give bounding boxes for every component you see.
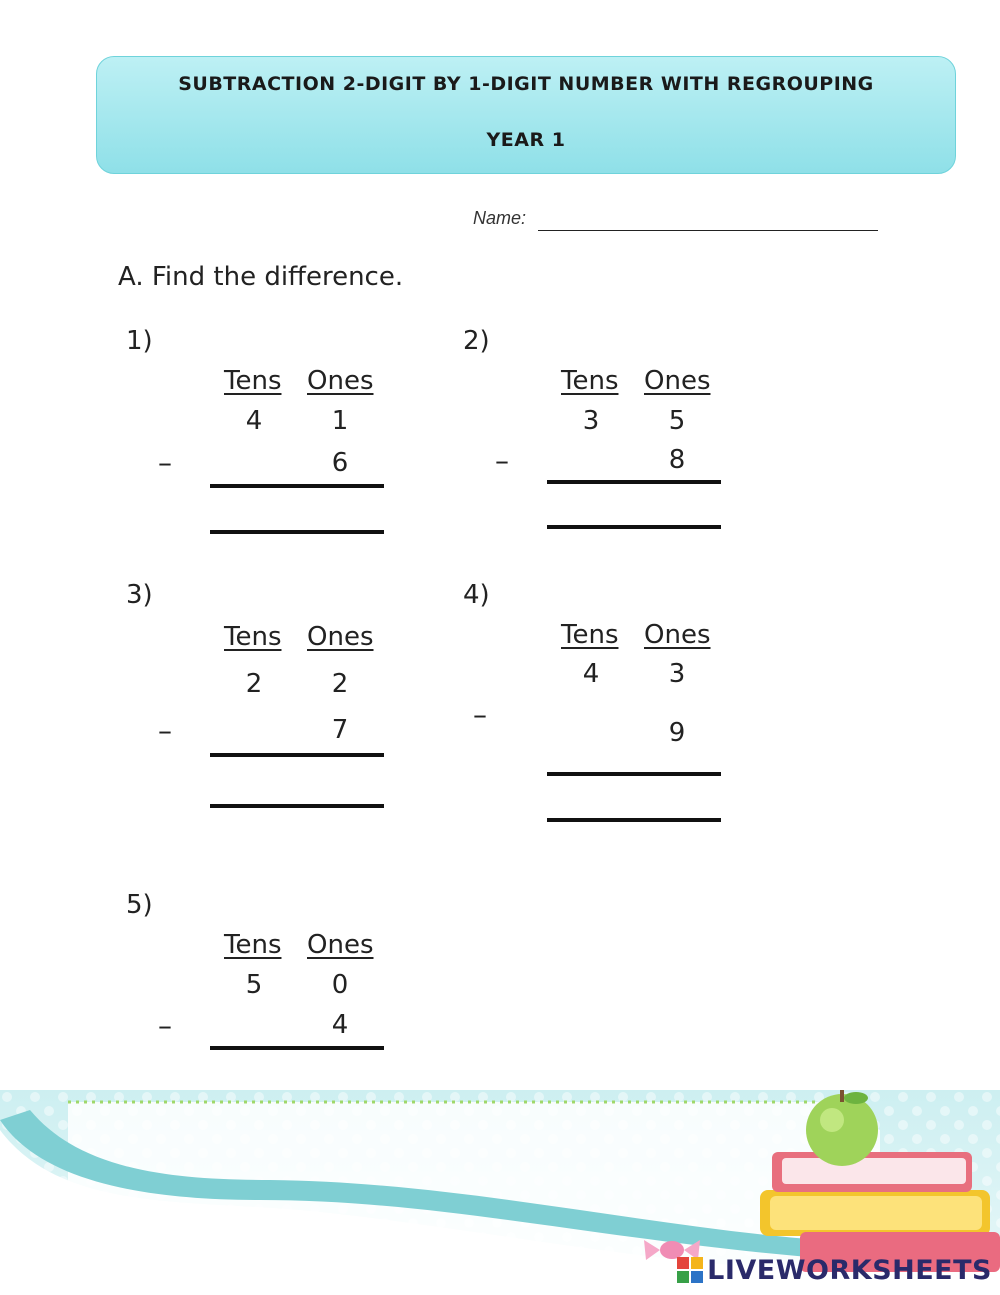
problem-3 — [118, 580, 438, 810]
subtrahend-ones: 8 — [668, 445, 686, 475]
problem-5 — [118, 890, 438, 1120]
subtraction-line — [210, 1046, 384, 1050]
answer-line[interactable] — [210, 804, 384, 808]
instruction-text: A. Find the difference. — [118, 262, 404, 292]
subtraction-line — [547, 772, 721, 776]
minus-sign: – — [495, 444, 509, 477]
problem-1 — [118, 326, 438, 556]
problem-number: 4) — [463, 580, 490, 610]
minuend-ones: 2 — [331, 669, 349, 699]
tens-header: Tens — [224, 930, 282, 960]
minuend-ones: 1 — [331, 406, 349, 436]
tens-header: Tens — [224, 622, 282, 652]
subtraction-line — [547, 480, 721, 484]
name-label: Name: — [473, 208, 527, 228]
problem-2 — [455, 326, 775, 556]
subtraction-line — [210, 484, 384, 488]
ones-header: Ones — [644, 620, 711, 650]
tens-header: Tens — [561, 620, 619, 650]
problem-number: 3) — [126, 580, 153, 610]
logo-blocks-icon — [677, 1257, 703, 1283]
worksheet-title: SUBTRACTION 2-DIGIT BY 1-DIGIT NUMBER WITH REGROUPING — [178, 73, 874, 95]
problem-4 — [455, 580, 775, 810]
subtrahend-ones: 4 — [331, 1010, 349, 1040]
minuend-tens: 4 — [245, 406, 263, 436]
answer-line[interactable] — [210, 530, 384, 534]
minus-sign: – — [158, 446, 172, 479]
problem-number: 2) — [463, 326, 490, 356]
answer-line[interactable] — [547, 525, 721, 529]
subtraction-line — [210, 753, 384, 757]
minuend-tens: 4 — [582, 659, 600, 689]
minuend-tens: 2 — [245, 669, 263, 699]
minus-sign: – — [158, 1009, 172, 1042]
subtrahend-ones: 9 — [668, 718, 686, 748]
decorative-footer — [0, 1090, 1000, 1291]
minuend-ones: 0 — [331, 970, 349, 1000]
problem-number: 5) — [126, 890, 153, 920]
subtrahend-ones: 7 — [331, 715, 349, 745]
minus-sign: – — [158, 714, 172, 747]
subtrahend-ones: 6 — [331, 448, 349, 478]
liveworksheets-logo — [677, 1255, 992, 1285]
logo-text: LIVEWORKSHEETS — [707, 1254, 992, 1286]
minuend-tens: 3 — [582, 406, 600, 436]
ones-header: Ones — [307, 366, 374, 396]
worksheet-subtitle: YEAR 1 — [486, 129, 566, 151]
minuend-ones: 5 — [668, 406, 686, 436]
answer-line[interactable] — [547, 818, 721, 822]
tens-header: Tens — [561, 366, 619, 396]
tens-header: Tens — [224, 366, 282, 396]
ones-header: Ones — [307, 622, 374, 652]
title-banner — [96, 56, 956, 174]
minuend-ones: 3 — [668, 659, 686, 689]
ones-header: Ones — [644, 366, 711, 396]
ones-header: Ones — [307, 930, 374, 960]
problem-number: 1) — [126, 326, 153, 356]
minus-sign: – — [473, 698, 487, 731]
name-input-line[interactable] — [538, 230, 878, 231]
minuend-tens: 5 — [245, 970, 263, 1000]
